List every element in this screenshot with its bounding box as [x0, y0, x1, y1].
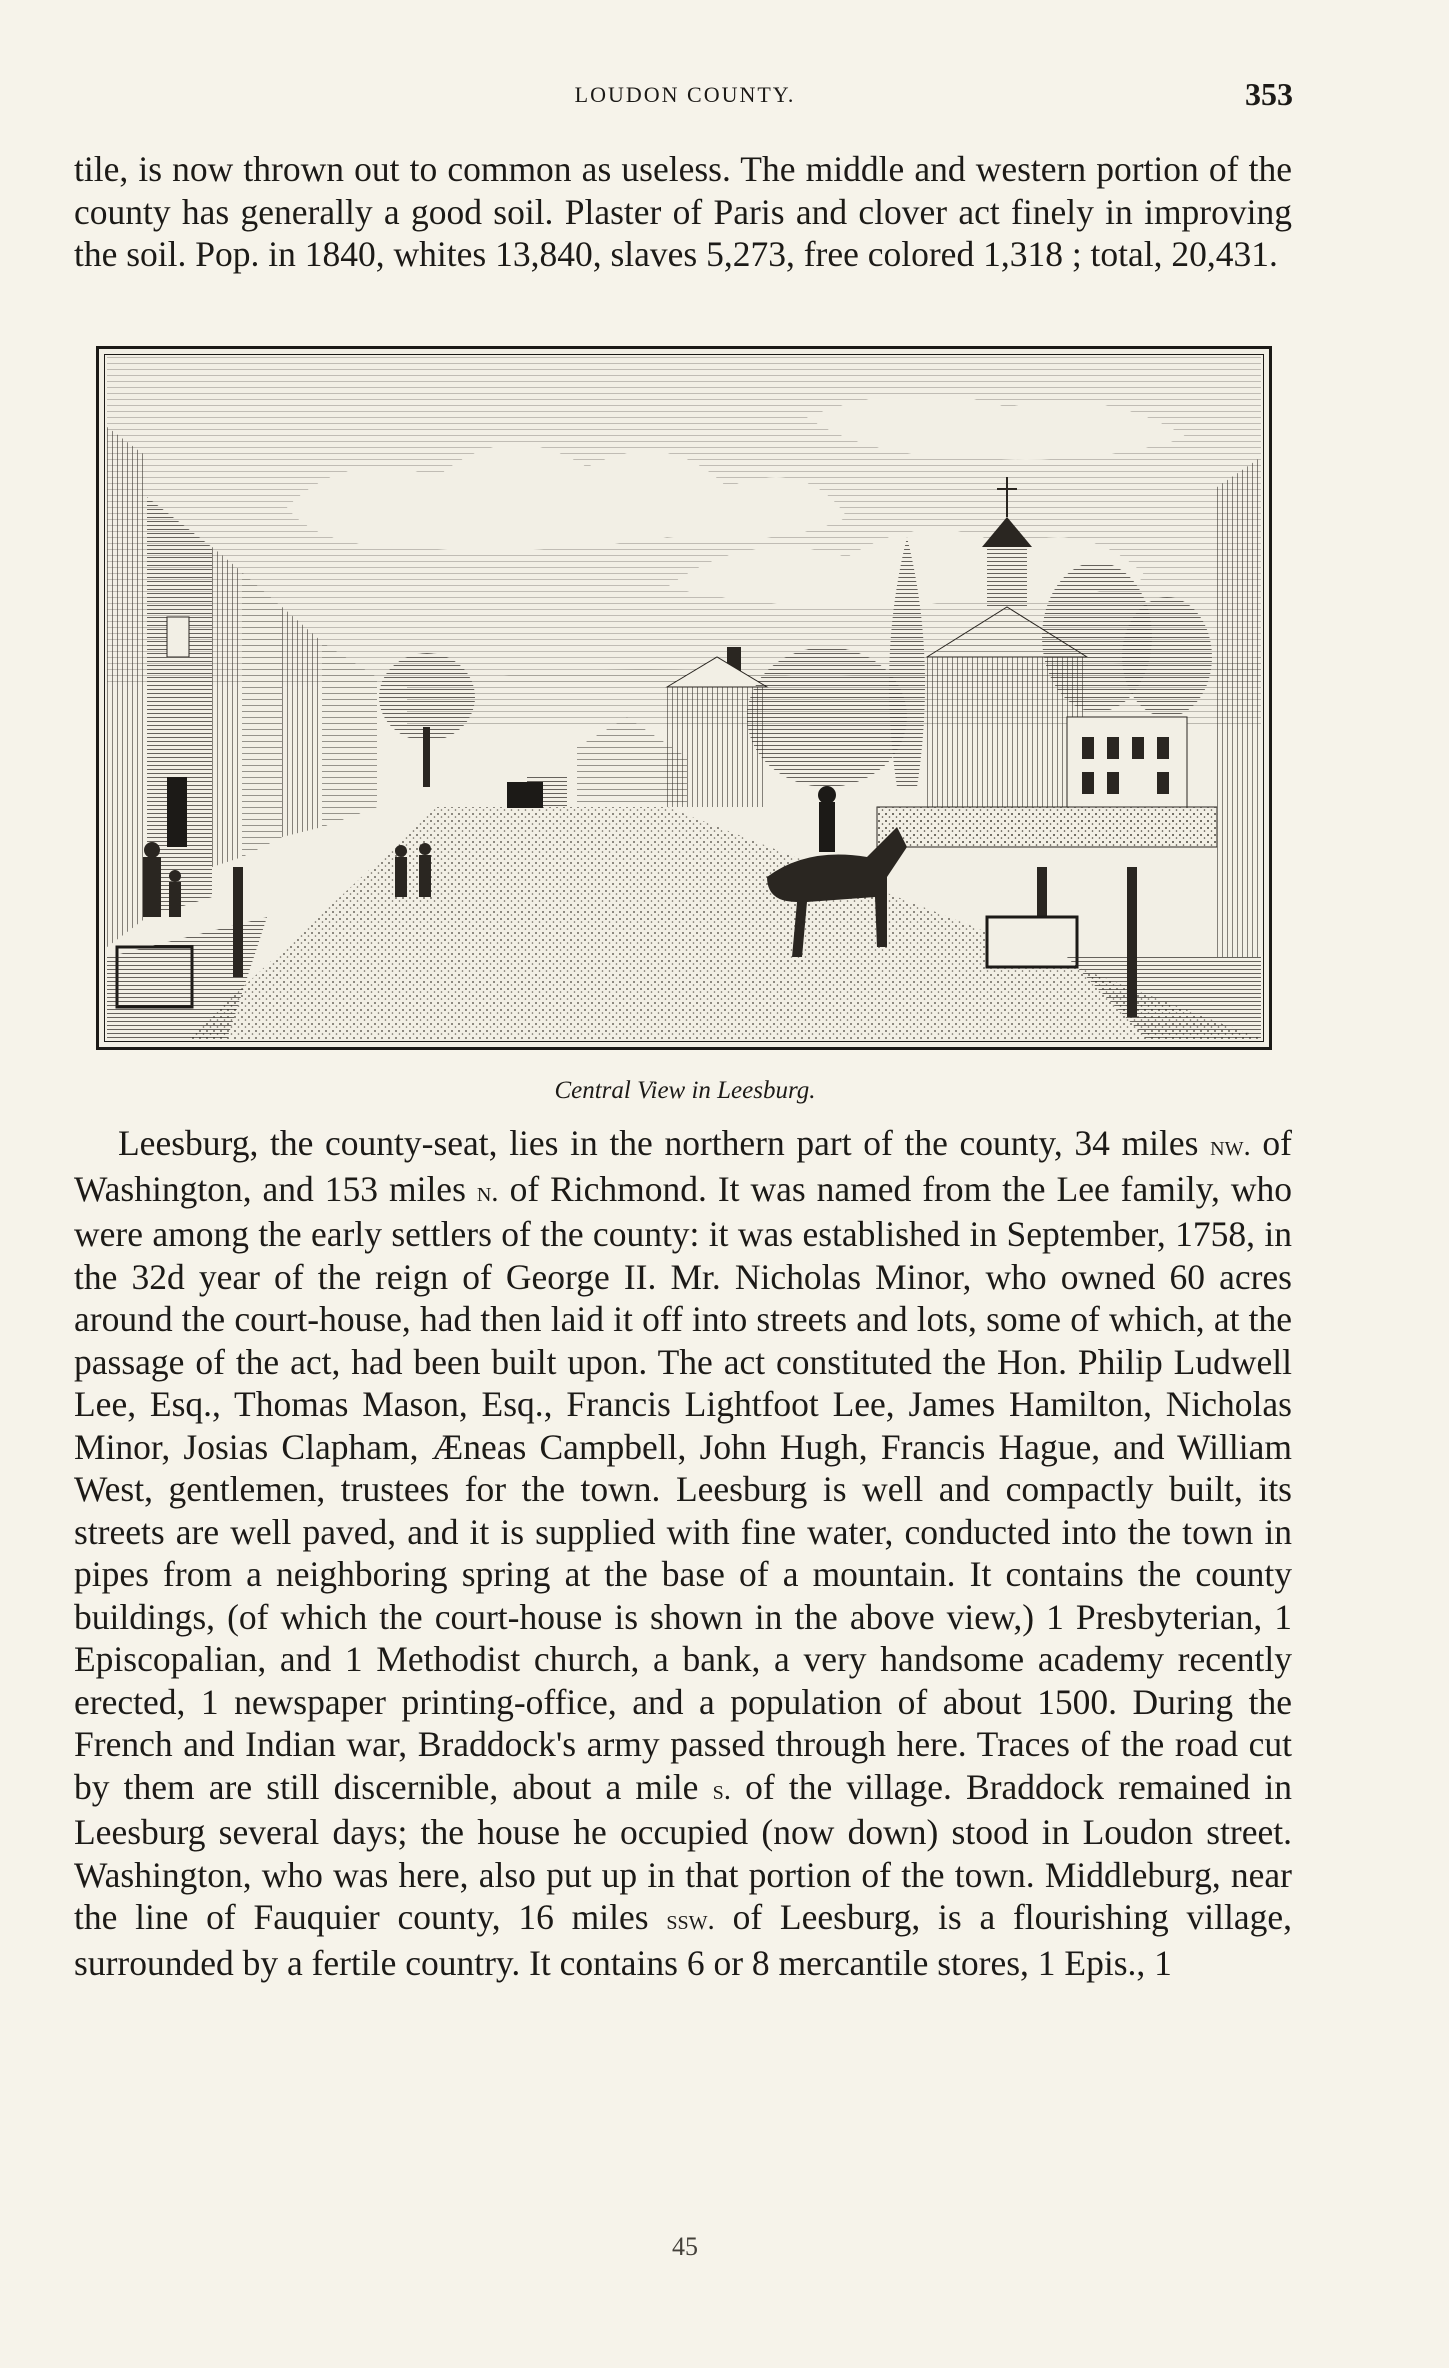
abbr-direction: s.: [712, 1773, 732, 1806]
street-view-engraving: [107, 357, 1261, 1039]
abbr-direction: nw.: [1210, 1130, 1251, 1162]
abbr-direction: n.: [476, 1175, 499, 1208]
main-paragraph: [74, 1122, 1292, 1984]
right-building: [1217, 457, 1261, 957]
tree: [747, 647, 907, 787]
intro-paragraph: tile, is now thrown out to common as useless. The middle and western portion of the county has generally a good soil. Plaster of Paris and clover act finely in improving the soil. Pop. in 1840, whites 13,840, slaves 5,273, free colored 1,318 ; total, 20,431.: [74, 149, 1292, 274]
text-run: of the village. Braddock remained in Leesburg several days; the house he occupied (now down) stood in Loudon street. Washington, who was here, also put up in that portion of the town. Middleburg, near the line of Fauquier county, 16 miles: [74, 1766, 1293, 1937]
running-head: [0, 74, 1449, 114]
text-run: Leesburg, the county-seat, lies in the northern part of the county, 34 miles: [118, 1123, 1199, 1163]
figure-caption: Central View in Leesburg.: [554, 1077, 816, 1104]
signature-mark: 45: [672, 2232, 698, 2261]
text-run: of Richmond. It was named from the Lee family, who were among the early settlers of the county: it was established in September, 1758, in the 32d year of the reign of George II. Mr. Nicholas Minor, who owned 60 acres around the court-house, had then laid it off into streets and lots, some of which, at the passage of the act, had been built upon. The act constituted the Hon. Philip Ludwell Lee, Esq., Thomas Mason, Esq., Francis Lightfoot Lee, James Hamilton, Nicholas Minor, Josias Clapham, Æneas Campbell, John Hugh, Francis Hague, and William West, gentlemen, trustees for the town. Leesburg is well and compactly built, its streets are well paved, and it is supplied with fine water, conducted into the town in pipes from a neighboring spring at the base of a mountain. It contains the county buildings, (of which the court-house is shown in the above view,) 1 Presbyterian, 1 Episcopalian, and 1 Methodist church, a bank, a very handsome academy recently erected, 1 newspaper printing-office, and a population of about 1500. During the French and Indian war, Braddock's army passed through here. Traces of the road cut by them are still discernible, about a mile: [74, 1168, 1293, 1807]
left-building: [107, 427, 147, 947]
running-title: LOUDON COUNTY.: [574, 82, 796, 107]
abbr-direction: ssw.: [666, 1904, 715, 1936]
left-building: [242, 572, 282, 857]
engraving-figure: [96, 346, 1272, 1050]
left-building: [212, 547, 242, 867]
text-run: of Washington, and 153 miles: [74, 1123, 1292, 1209]
page-number: 353: [1245, 76, 1293, 112]
sign-board: [987, 917, 1077, 967]
tree: [1122, 597, 1212, 717]
text-run: of Leesburg, is a flourishing village, surrounded by a fertile country. It contains 6 or 8 mercantile stores, 1 Epis., 1: [74, 1897, 1293, 1983]
wagon: [507, 782, 543, 808]
stone-wall: [877, 807, 1217, 847]
left-building: [282, 607, 322, 837]
